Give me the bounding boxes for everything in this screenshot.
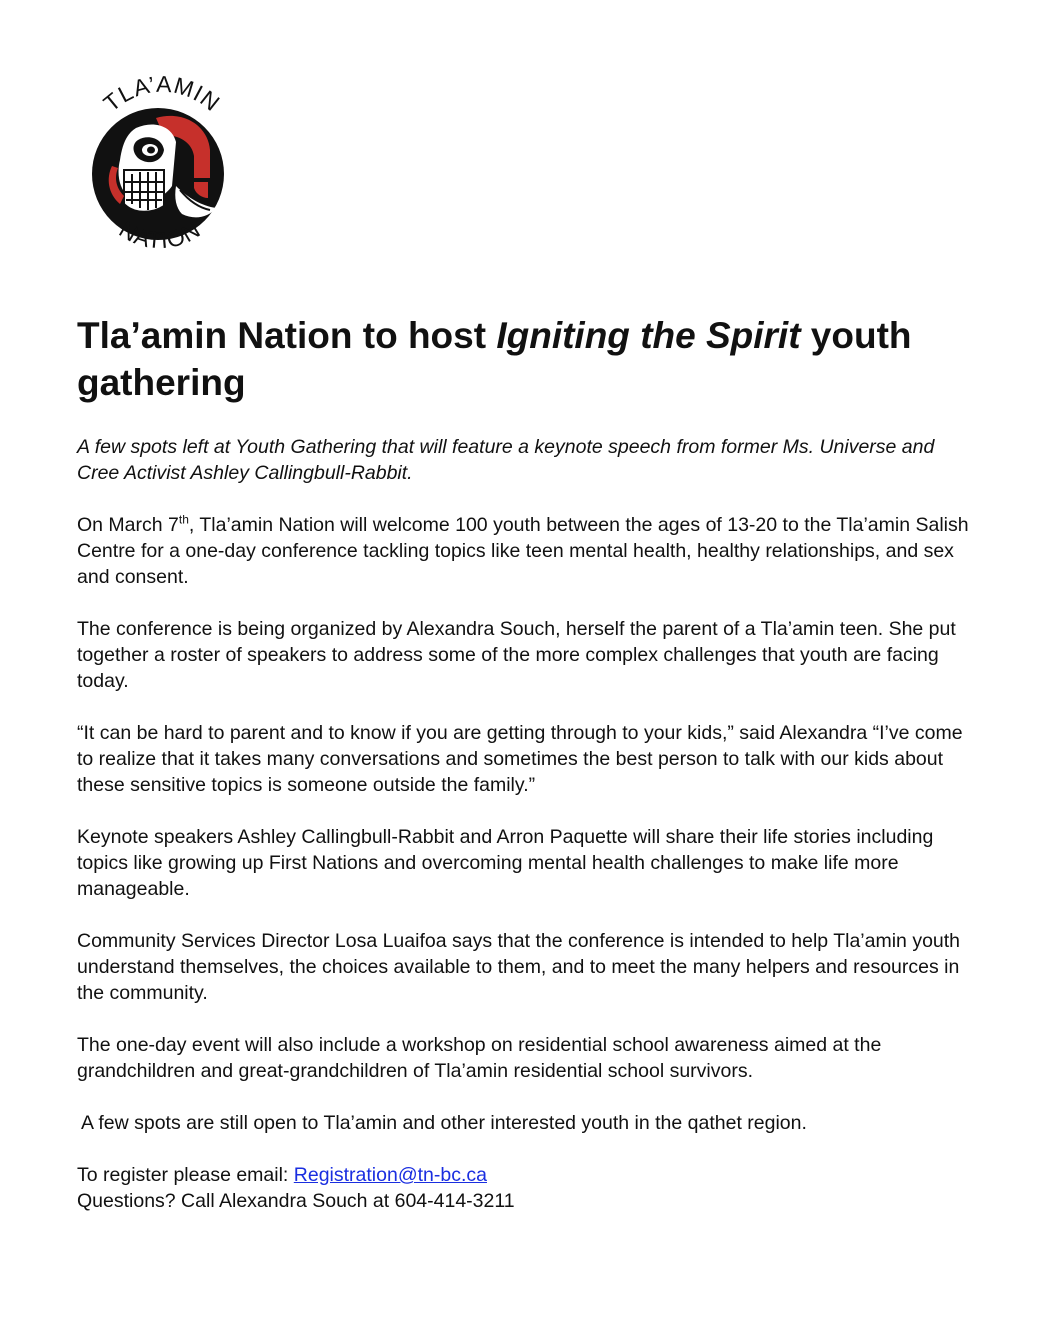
tlaamin-nation-logo: [76, 58, 244, 258]
article-body: [77, 434, 977, 1240]
logo-bottom-text: NATION: [114, 215, 206, 254]
paragraph-date-before: On March 7: [77, 514, 179, 536]
paragraph-spots-open: A few spots are still open to Tla’amin and other interested youth in the qathet region.: [81, 1112, 807, 1134]
headline: [77, 312, 977, 406]
paragraph-organizer: The conference is being organized by Alexandra Souch, herself the parent of a Tla’amin teen. She put together a roster of speakers to address some of the more complex challenges that youth are facing today.: [77, 618, 956, 692]
headline-event-name: Igniting the Spirit: [496, 315, 801, 356]
paragraph-workshop: The one-day event will also include a workshop on residential school awareness aimed at the grandchildren and great-grandchildren of Tla’amin residential school survivors.: [77, 1034, 882, 1082]
contact-block: [77, 1162, 977, 1214]
register-label: To register please email:: [77, 1164, 294, 1186]
headline-part1: Tla’amin Nation to host: [77, 315, 497, 356]
subhead: A few spots left at Youth Gathering that will feature a keynote speech from former Ms. Universe and Cree Activist Ashley Callingbull-Rabbit.: [77, 436, 935, 484]
logo-top-text: TLA’AMIN: [98, 70, 226, 117]
paragraph-quote: “It can be hard to parent and to know if you are getting through to your kids,” said Alexandra “I’ve come to realize that it takes many conversations and sometimes the best person to talk with our kids about these sensitive topics is someone outside the family.”: [77, 722, 963, 796]
paragraph-date-after: , Tla’amin Nation will welcome 100 youth between the ages of 13-20 to the Tla’amin Salish Centre for a one-day conference tackling topics like teen mental health, healthy relationships, and sex and consent.: [77, 514, 969, 588]
paragraph-keynote: Keynote speakers Ashley Callingbull-Rabbit and Arron Paquette will share their life stories including topics like growing up First Nations and overcoming mental health challenges to make life more manageable.: [77, 826, 934, 900]
headline-part2: youth gathering: [77, 315, 912, 403]
questions-line: Questions? Call Alexandra Souch at 604-414-3211: [77, 1190, 515, 1212]
paragraph-director: Community Services Director Losa Luaifoa says that the conference is intended to help Tla’amin youth understand themselves, the choices available to them, and to meet the many helpers and resources in the community.: [77, 930, 961, 1004]
paragraph-date: [77, 512, 977, 590]
registration-email-link[interactable]: Registration@tn-bc.ca: [293, 1164, 487, 1186]
date-ordinal: th: [178, 512, 189, 527]
